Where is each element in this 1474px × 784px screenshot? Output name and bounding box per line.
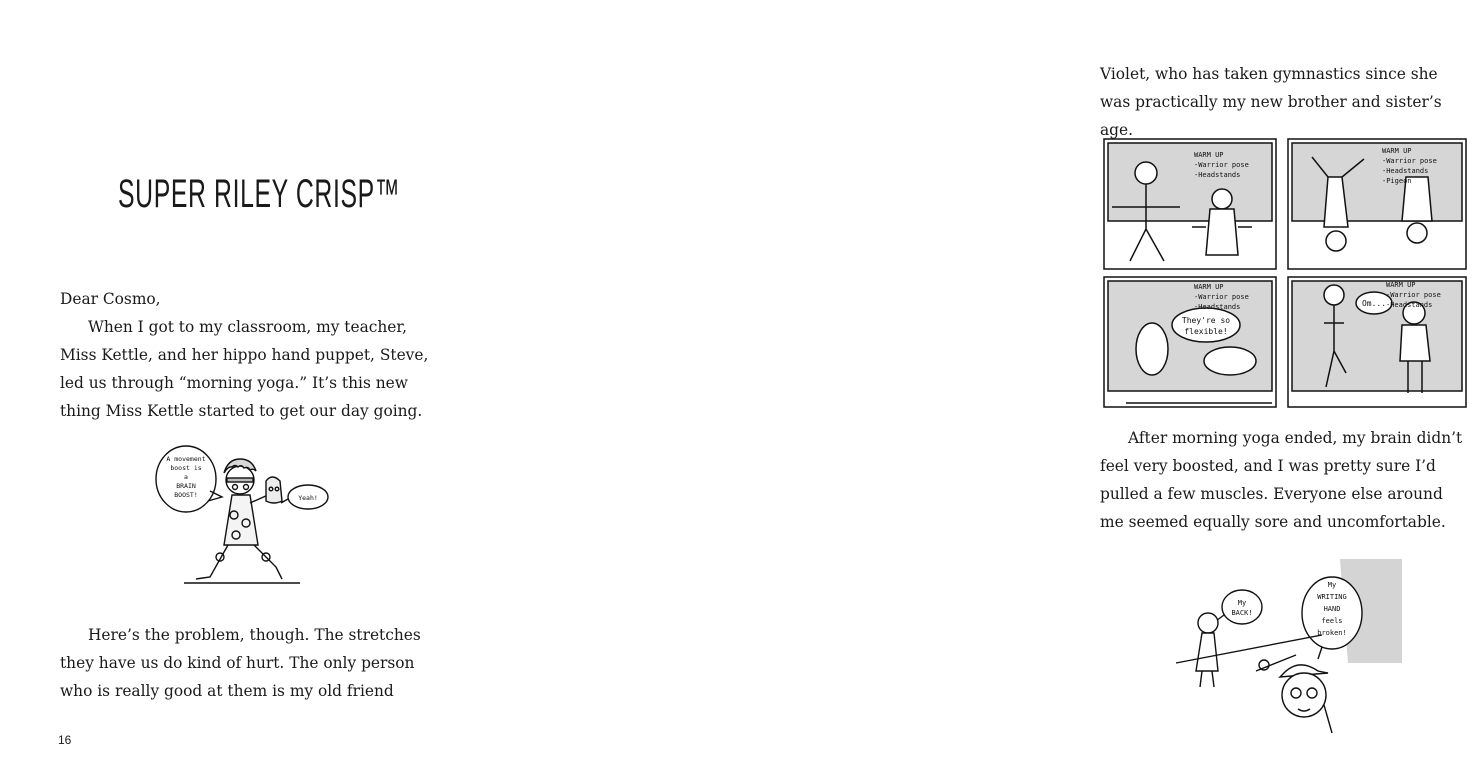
hippo-puppet (266, 477, 282, 503)
comic-panel-4-bubble-text: Om... (1361, 299, 1387, 308)
right-page (512, 0, 1463, 784)
hand-bubble-line-4: feels (1321, 617, 1343, 625)
teacher-bubble-line-4: BRAIN (176, 482, 196, 490)
back-bubble-line-2: BACK! (1231, 609, 1253, 617)
board-item-headstands-panel-2: -Headstands (1382, 167, 1429, 175)
puppet-bubble-text: Yeah! (298, 494, 318, 502)
back-bubble-line-1: My (1237, 599, 1247, 607)
sore-students-illustration (1172, 555, 1404, 737)
yoga-comic-illustration (1102, 137, 1474, 412)
board-item-headstands-panel-3: -Headstands (1194, 303, 1241, 311)
paragraph-yoga-intro: When I got to my classroom, my teacher, Miss Kettle, and her hippo hand puppet, Steve, led us through “morning yoga.” It’s this new thing Miss Kettle started to get our day going. (60, 318, 429, 420)
board-heading-panel-2: WARM UP (1382, 147, 1412, 155)
board-heading-panel-1: WARM UP (1194, 151, 1224, 159)
back-bubble (1222, 590, 1262, 624)
hand-bubble-line-2: WRITING (1317, 593, 1347, 601)
teacher-with-puppet-illustration (150, 445, 340, 593)
page-number: 16 (58, 733, 72, 747)
teacher-bubble-line-5: BOOST! (174, 491, 198, 499)
hand-bubble-line-3: HAND (1323, 605, 1341, 613)
teacher-bubble-line-2: boost is (170, 464, 202, 472)
paragraph-after-yoga: After morning yoga ended, my brain didn’t feel very boosted, and I was pretty sure I’d pulled a few muscles. Everyone else around me seemed equally sore and uncomfortable. (1100, 429, 1463, 531)
paragraph-violet-continued: Violet, who has taken gymnastics since she was practically my new brother and sister’s age. (1100, 65, 1442, 139)
salutation: Dear Cosmo, (60, 290, 161, 308)
board-heading-panel-4: WARM UP (1386, 281, 1416, 289)
teacher-bubble-line-3: a (184, 473, 188, 481)
teacher-body (224, 495, 258, 545)
board-item-pigeon-panel-2: -Pigeon (1382, 177, 1412, 185)
board-heading-panel-3: WARM UP (1194, 283, 1224, 291)
comic-panel-3-bubble-line-1: They're so (1181, 316, 1231, 325)
teacher-bubble-line-1: A movement (166, 455, 206, 463)
board-item-headstands-panel-1: -Headstands (1194, 171, 1241, 179)
hand-bubble-line-5: broken! (1317, 629, 1347, 637)
board-item-warrior-panel-3: -Warrior pose (1194, 293, 1249, 301)
comic-panel-3-bubble (1172, 308, 1240, 342)
comic-panel-3-bubble-line-2: flexible! (1184, 327, 1228, 336)
paragraph-stretches-problem: Here’s the problem, though. The stretches they have us do kind of hurt. The only person who is really good at them is my old friend (60, 626, 421, 700)
board-item-headstands-panel-4: -Headstands (1386, 301, 1433, 309)
left-page (0, 0, 512, 784)
hand-bubble-line-1: My (1327, 581, 1337, 589)
chapter-title: SUPER RILEY CRISP™ (118, 172, 401, 216)
board-item-warrior-panel-1: -Warrior pose (1194, 161, 1249, 169)
board-item-warrior-panel-2: -Warrior pose (1382, 157, 1437, 165)
board-item-warrior-panel-4: -Warrior pose (1386, 291, 1441, 299)
